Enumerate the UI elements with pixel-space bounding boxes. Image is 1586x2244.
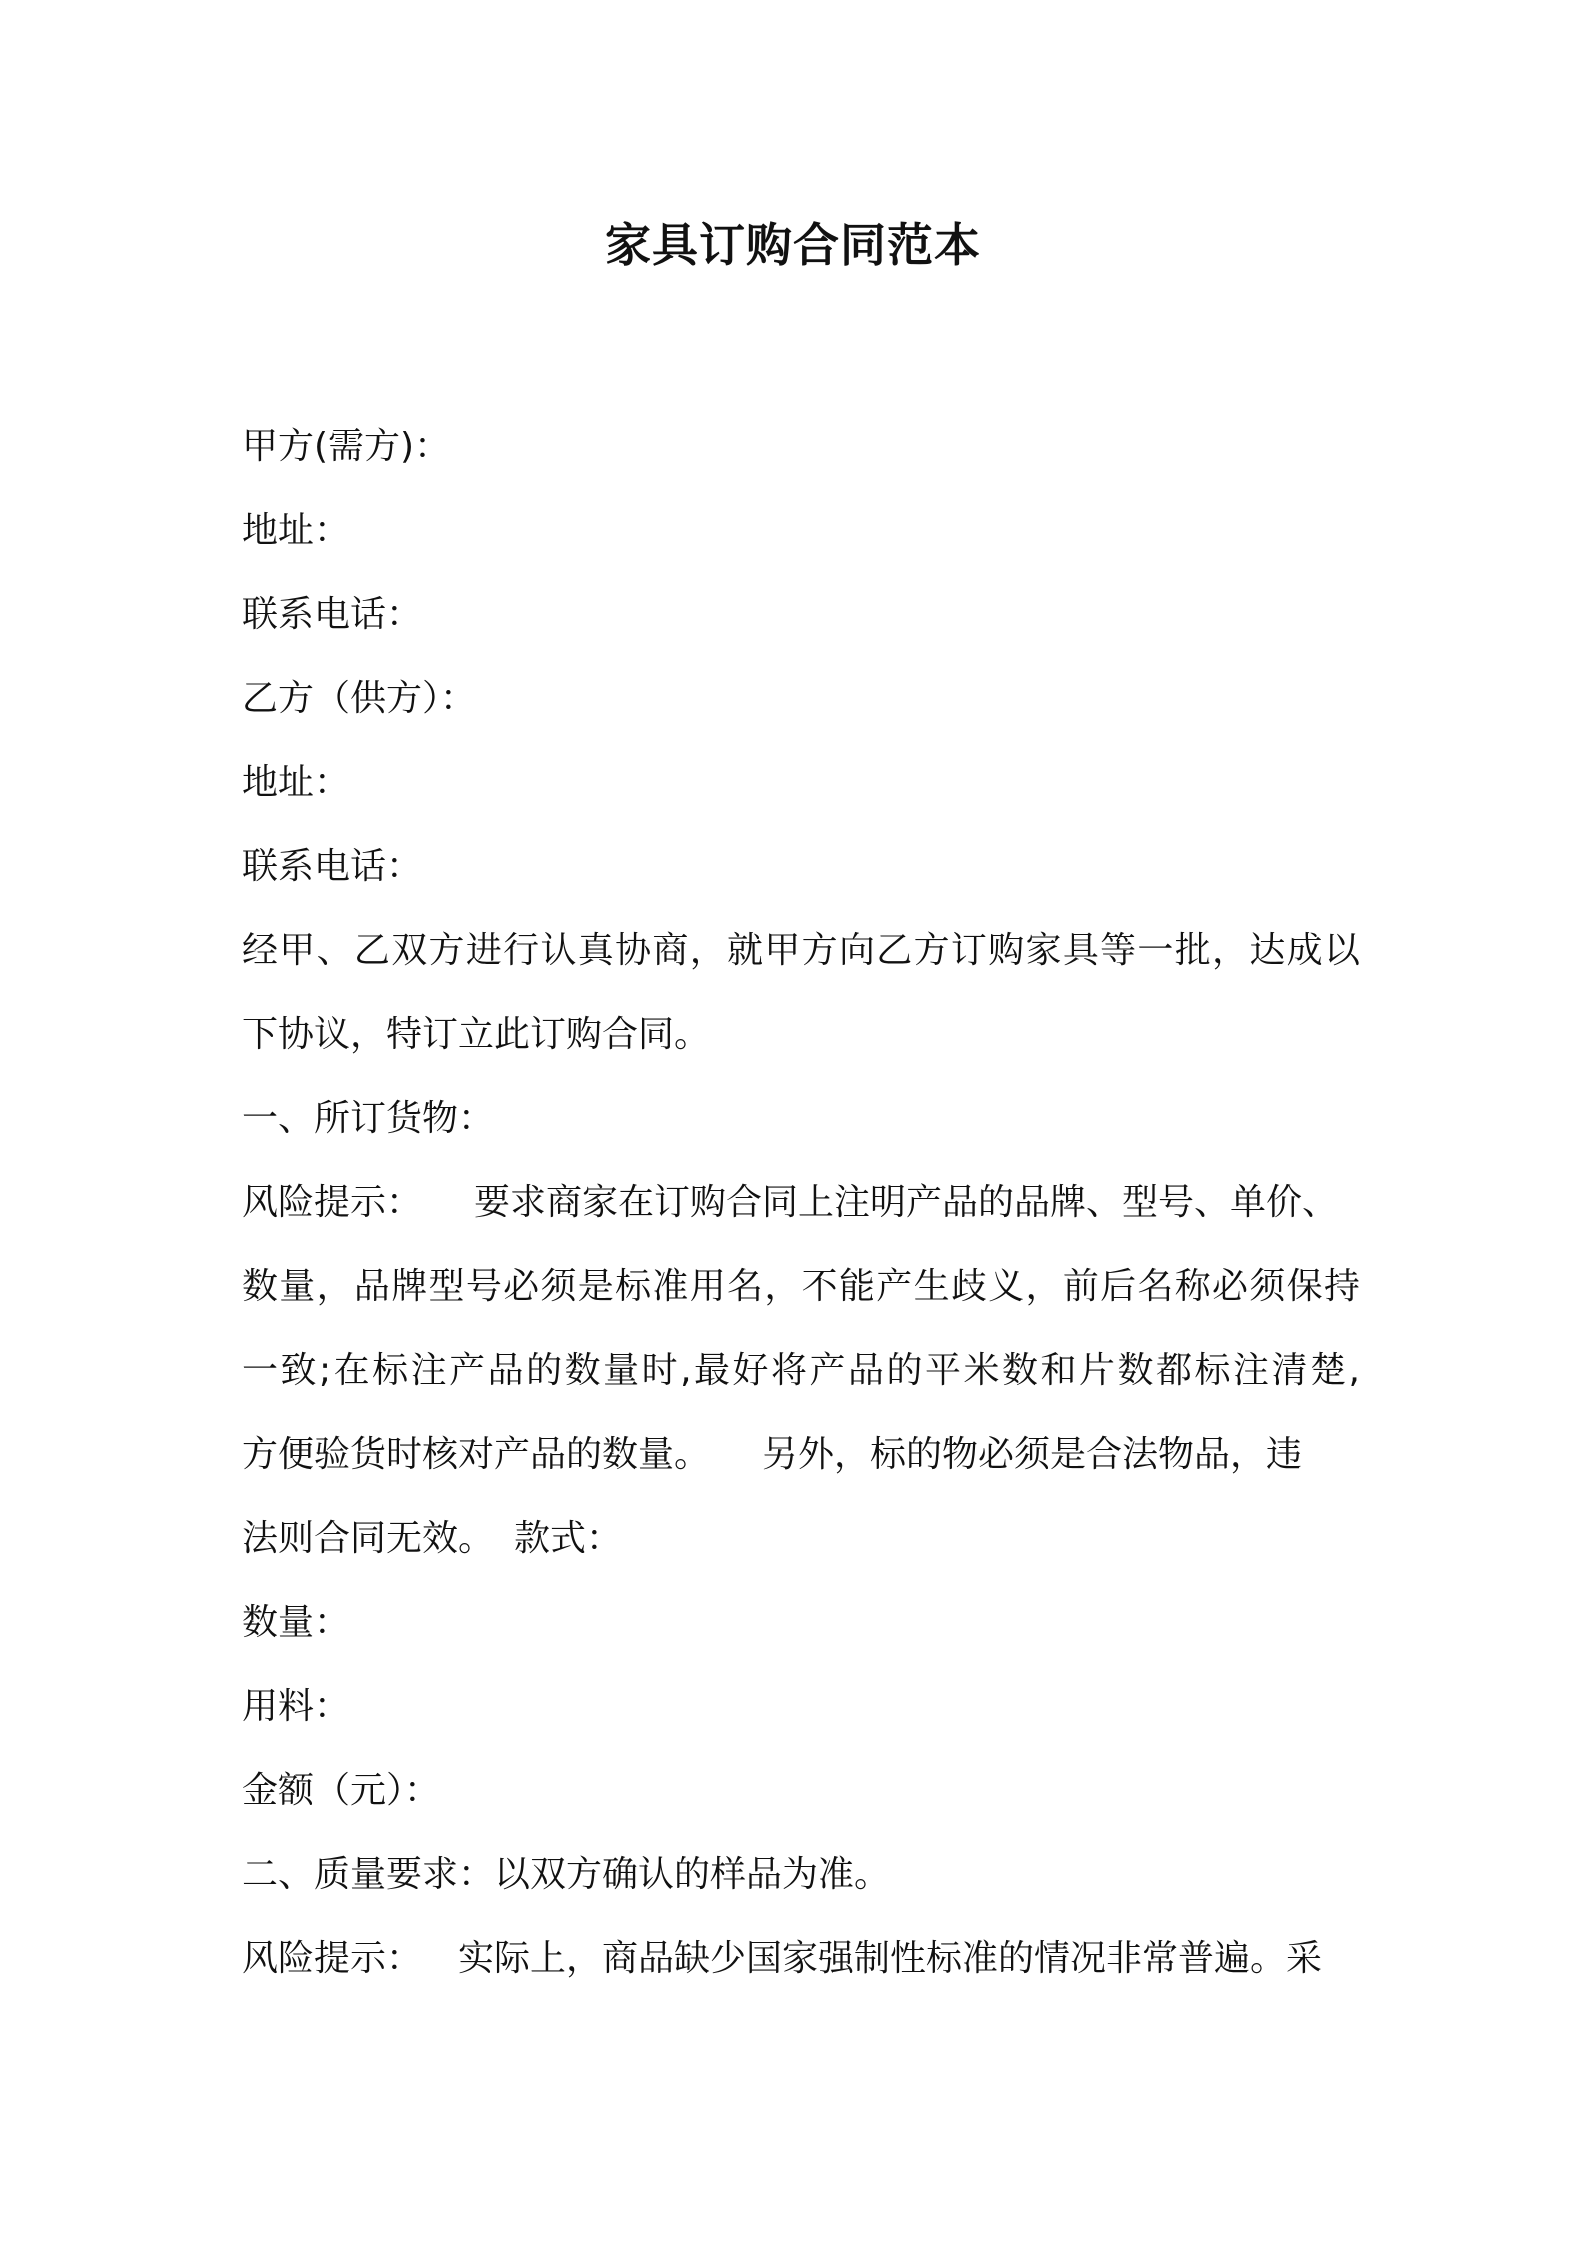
document-title: 家具订购合同范本 xyxy=(605,218,981,272)
risk-1-line-4-b: 另外，标的物必须是合法物品，违 xyxy=(762,1434,1303,1475)
risk-1-line-5 xyxy=(242,1497,1360,1581)
risk-1-line-2: 数量，品牌型号必须是标准用名，不能产生歧义，前后名称必须保持 xyxy=(242,1266,1360,1307)
party-b-phone-label: 联系电话： xyxy=(242,846,423,887)
style-label: 款式： xyxy=(514,1518,623,1559)
party-a-address-label: 地址： xyxy=(242,510,351,551)
party-a-label: 甲方(需方)： xyxy=(242,426,451,467)
risk-1-line-4-a: 方便验货时核对产品的数量。 xyxy=(242,1434,711,1475)
risk-1-line-4 xyxy=(242,1413,1360,1497)
party-a-phone-label: 联系电话： xyxy=(242,594,423,635)
risk-1-line-1 xyxy=(242,1161,1360,1245)
risk-1-line-5-a: 法则合同无效。 xyxy=(242,1518,495,1559)
intro-line-2: 下协议，特订立此订购合同。 xyxy=(242,1014,711,1055)
party-b-label: 乙方（供方）： xyxy=(242,678,477,719)
risk-2-line-1-text: 实际上，商品缺少国家强制性标准的情况非常普遍。采 xyxy=(458,1938,1323,1979)
section-1-heading: 一、所订货物： xyxy=(242,1098,495,1139)
intro-line-1: 经甲、乙双方进行认真协商，就甲方向乙方订购家具等一批，达成以 xyxy=(242,930,1360,971)
risk-2-label: 风险提示： xyxy=(242,1938,423,1979)
quantity-label: 数量： xyxy=(242,1602,351,1643)
risk-1-line-1-text: 要求商家在订购合同上注明产品的品牌、型号、单价、 xyxy=(474,1182,1339,1223)
risk-1-line-3: 一致;在标注产品的数量时,最好将产品的平米数和片数都标注清楚, xyxy=(242,1350,1360,1391)
risk-2-line-1 xyxy=(242,1917,1360,2001)
risk-1-label: 风险提示： xyxy=(242,1182,423,1223)
amount-label: 金额（元）： xyxy=(242,1770,441,1811)
section-2-heading: 二、质量要求：以双方确认的样品为准。 xyxy=(242,1854,891,1895)
party-b-address-label: 地址： xyxy=(242,762,351,803)
material-label: 用料： xyxy=(242,1686,351,1727)
document-body xyxy=(242,405,1360,2001)
